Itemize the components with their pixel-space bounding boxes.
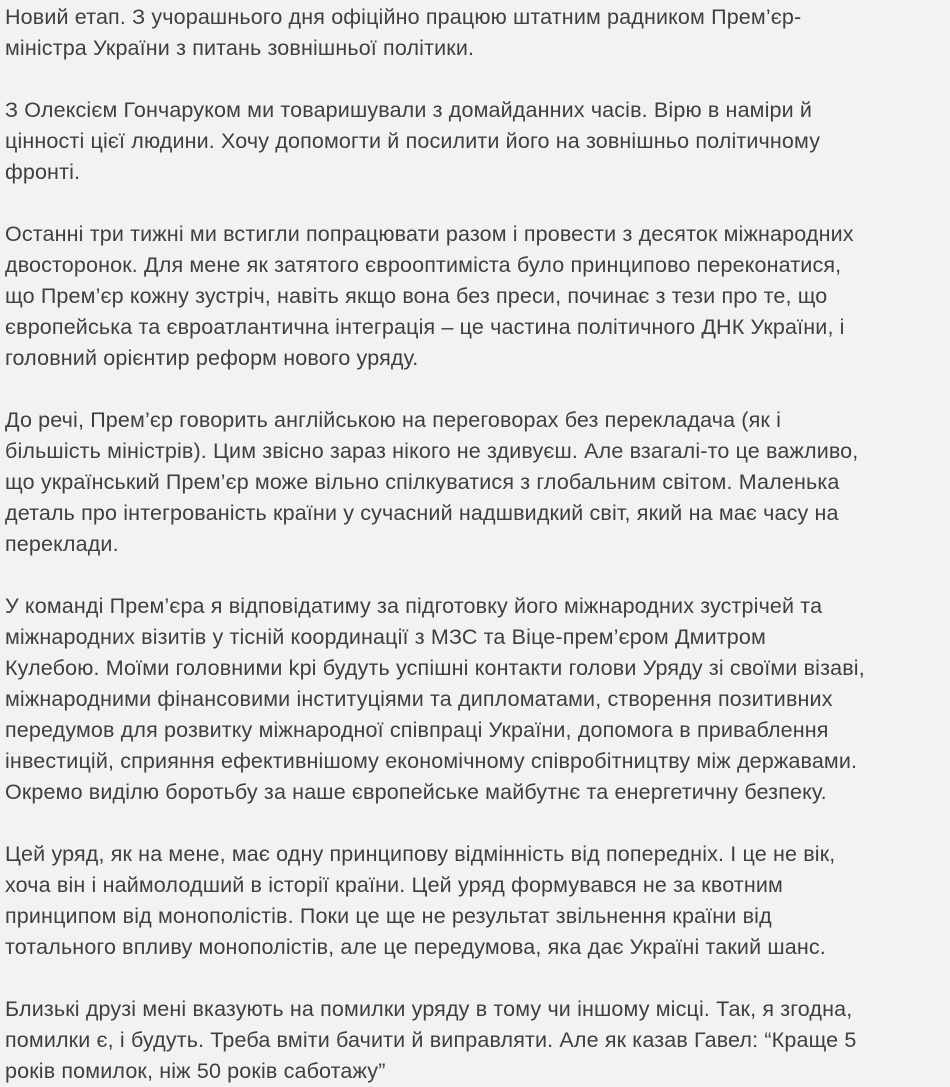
- text-line: головний орієнтир реформ нового уряду.: [5, 346, 419, 370]
- text-line: До речі, Прем’єр говорить англійською на переговорах без перекладача (як і: [5, 408, 782, 432]
- paragraph-responsibilities: [5, 591, 945, 808]
- text-line: фронті.: [5, 160, 81, 184]
- text-line: тотального впливу монополістів, але це передумова, яка дає Україні такий шанс.: [5, 935, 826, 959]
- paragraph-government: [5, 839, 945, 963]
- text-line: хоча він і наймолодший в історії країни. Цей уряд формувався не за квотним: [5, 873, 783, 897]
- text-line: Близькі друзі мені вказують на помилки уряду в тому чи іншому місці. Так, я згодна,: [5, 997, 853, 1021]
- paragraph-english: [5, 405, 945, 560]
- paragraph-new-stage: [5, 2, 945, 64]
- post-body: [5, 2, 945, 1087]
- text-line: що український Прем’єр може вільно спілкуватися з глобальним світом. Маленька: [5, 470, 840, 494]
- text-line: Новий етап. З учорашнього дня офіційно працюю штатним радником Прем’єр-: [5, 5, 802, 29]
- text-line: років помилок, ніж 50 років саботажу”: [5, 1059, 386, 1083]
- text-line: цінності цієї людини. Хочу допомогти й посилити його на зовнішньо політичному: [5, 129, 821, 153]
- text-line: деталь про інтегрованість країни у сучасний надшвидкий світ, який на має часу на: [5, 501, 839, 525]
- text-line: двосторонок. Для мене як затятого єврооптиміста було принципово переконатися,: [5, 253, 842, 277]
- text-line: міжнародними фінансовими інституціями та дипломатами, створення позитивних: [5, 687, 833, 711]
- paragraph-friendship: [5, 95, 945, 188]
- text-line: європейська та євроатлантична інтеграція – це частина політичного ДНК України, і: [5, 315, 845, 339]
- text-line: Останні три тижні ми встигли попрацювати разом і провести з десяток міжнародних: [5, 222, 854, 246]
- text-line: Окремо виділю боротьбу за наше європейське майбутнє та енергетичну безпеку.: [5, 780, 827, 804]
- paragraph-last-weeks: [5, 219, 945, 374]
- text-line: передумов для розвитку міжнародної співпраці України, допомога в приваблення: [5, 718, 829, 742]
- text-line: що Прем’єр кожну зустріч, навіть якщо вона без преси, починає з тези про те, що: [5, 284, 828, 308]
- text-line: міністра України з питань зовнішньої політики.: [5, 36, 475, 60]
- text-line: Цей уряд, як на мене, має одну принципову відмінність від попередніх. І це не вік,: [5, 842, 836, 866]
- paragraph-mistakes: [5, 994, 945, 1087]
- text-line: переклади.: [5, 532, 119, 556]
- text-line: принципом від монополістів. Поки це ще не результат звільнення країни від: [5, 904, 772, 928]
- text-line: З Олексієм Гончаруком ми товаришували з домайданних часів. Вірю в наміри й: [5, 98, 813, 122]
- text-line: помилки є, і будуть. Треба вміти бачити й виправляти. Але як казав Гавел: “Краще 5: [5, 1028, 857, 1052]
- text-line: інвестицій, сприяння ефективнішому економічному співробітництву між державами.: [5, 749, 858, 773]
- text-line: більшість міністрів). Цим звісно зараз нікого не здивуєш. Але взагалі-то це важливо,: [5, 439, 859, 463]
- text-line: міжнародних візитів у тісній координації з МЗС та Віце-прем’єром Дмитром: [5, 625, 766, 649]
- text-line: Кулебою. Моїми головними kpi будуть успішні контакти голови Уряду зі своїми візаві,: [5, 656, 865, 680]
- text-line: У команді Прем’єра я відповідатиму за підготовку його міжнародних зустрічей та: [5, 594, 823, 618]
